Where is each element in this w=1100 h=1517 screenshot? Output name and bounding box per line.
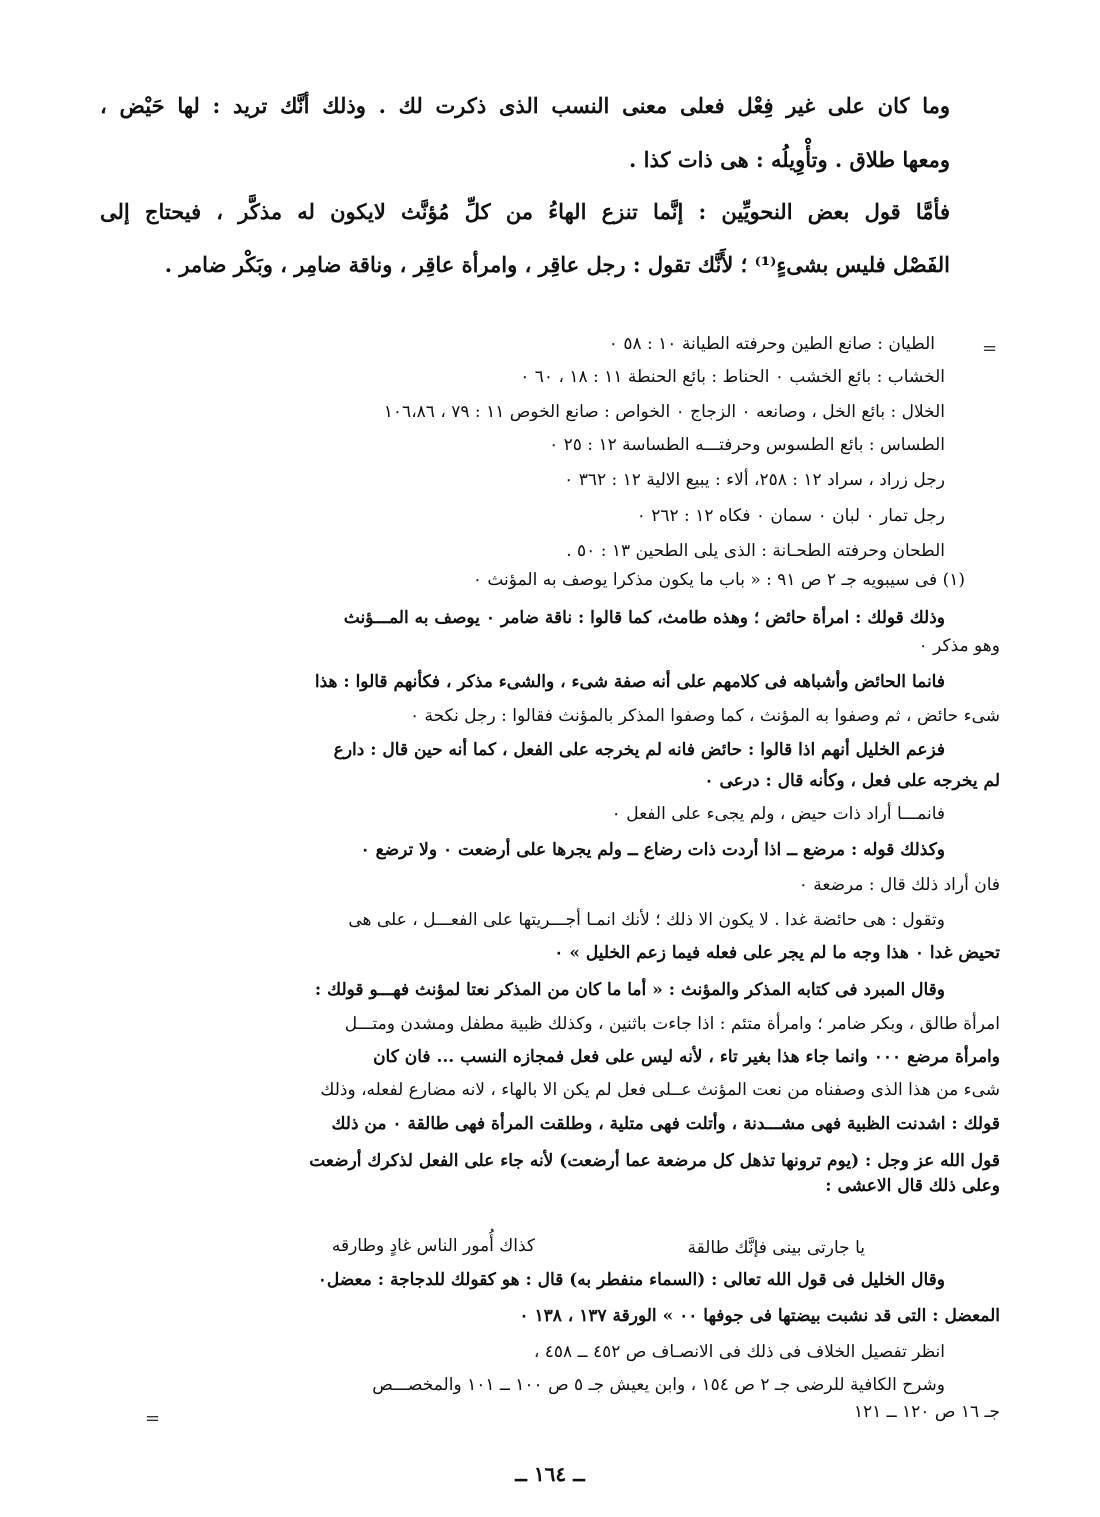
note-line: الطحان وحرفته الطحـانة : الذى يلى الطحين ١٣ : ٥٠ . xyxy=(566,541,945,561)
note-line: وقال المبرد فى كتابه المذكر والمؤنث : « أما ما كان من المذكر نعتا لمؤنث فهـــو قولك : xyxy=(314,980,945,1000)
note-line: انظر تفصيل الخلاف فى ذلك فى الانصـاف ص ٤٥٢ ــ ٤٥٨ ، xyxy=(533,1342,945,1362)
note-line: رجل تمار ٠ لبان ٠ سمان ٠ فكاه ١٢ : ٢٦٢ ٠ xyxy=(636,506,945,526)
note-line: الطيان : صانع الطين وحرفته الطيانة ١٠ : ٥٨ ٠ xyxy=(608,334,935,354)
page-number: ــ ١٦٤ ــ xyxy=(515,1462,585,1486)
footnote-heading: (١) فى سيبويه جـ ٢ ص ٩١ : « باب ما يكون مذكرا يوصف به المؤنث ٠ xyxy=(472,570,965,590)
note-line: وتقول : هى حائضة غدا . لا يكون الا ذلك ؛ لأنك انمـا أجـــريتها على الفعـــل ، على هى xyxy=(348,910,945,930)
note-line: وعلى ذلك قال الاعشى : xyxy=(825,1176,1000,1196)
note-line: قولك : اشدنت الظبية فهى مشـــدنة ، وأتلت فهى متلية ، وطلقت المرأة فهى طالقة ٠ من ذلك xyxy=(331,1114,1000,1134)
note-line: فانما الحائض وأشباهه فى كلامهم على أنه صفة شىء ، والشىء مذكر ، فكأنهم قالوا : هذا xyxy=(314,672,945,692)
note-line: امرأة طالق ، وبكر ضامر ؛ وامرأة متئم : اذا جاءت باثنين ، وكذلك ظبية مطفل ومشدن ومتـــل xyxy=(344,1014,1000,1034)
main-text-line: فأمَّا قول بعض النحويِّين : إنَّما تنزع الهاءُ من كلِّ مُؤنَّث لايكون له مذكَّر ، فيحتاج إلى xyxy=(100,199,950,224)
note-line: الطساس : بائع الطسوس وحرفتـــه الطساسة ١٢ : ٢٥ ٠ xyxy=(549,435,945,455)
note-line: الخلال : بائع الخل ، وصانعه ٠ الزجاج ٠ الخواص : صانع الخوص ١١ : ٧٩ ، ١٠٦،٨٦ xyxy=(383,402,945,422)
note-line: شىء من هذا الذى وصفناه من نعت المؤنث عــلى فعل لم يكن الا بالهاء ، لانه مضارع لفعله، وذلك xyxy=(320,1080,1000,1100)
note-line: وذلك قولك : امرأة حائض ؛ وهذه طامث، كما قالوا : ناقة ضامر ٠ يوصف به المـــؤنث xyxy=(343,608,945,628)
note-line: رجل زراد ، سراد ١٢ : ٢٥٨، ألاء : يبيع الالية ١٢ : ٣٦٢ ٠ xyxy=(564,470,945,490)
note-line: وهو مذكر ٠ xyxy=(918,636,1000,656)
note-line: فزعم الخليل أنهم اذا قالوا : حائض فانه لم يخرجه على الفعل ، كما أنه حين قال : دارع xyxy=(333,740,945,760)
note-line: جـ ١٦ ص ١٢٠ ــ ١٢١ xyxy=(853,1402,1000,1422)
main-text-line: ومعها طلاق . وتأْوِيلُه : هى ذات كذا . xyxy=(629,147,950,172)
main-text-line: الفَصْل فليس بشىءٍ⁽¹⁾ ؛ لأَنَّك تقول : رجل عاقِر ، وامرأة عاقِر ، وناقة ضامِر ، وبَكْر ضامر . xyxy=(164,252,950,277)
note-line: الخشاب : بائع الخشب ٠ الحناط : بائع الحنطة ١١ : ١٨ ، ٦٠ ٠ xyxy=(520,367,945,387)
footnote-marker-top: = xyxy=(982,338,998,359)
note-line: وامرأة مرضع ٠٠٠ وانما جاء هذا بغير تاء ، لأنه ليس على فعل فمجازه النسب ... فان كان xyxy=(373,1047,1000,1067)
note-line: وكذلك قوله : مرضع ــ اذا أردت ذات رضاع ــ ولم يجرها على أرضعت ٠ ولا ترضع ٠ xyxy=(360,840,945,860)
note-line: تحيض غدا ٠ هذا وجه ما لم يجر على فعله فيما زعم الخليل » ٠ xyxy=(554,943,1000,963)
verse-first-half: يا جارتى بينى فإنَّك طالقة xyxy=(687,1238,865,1258)
main-text-line: وما كان على غير فِعْل فعلى معنى النسب الذى ذكرت لك . وذلك أنَّك تريد : لها حَيْض ، xyxy=(100,93,951,118)
note-line: وقال الخليل فى قول الله تعالى : (السماء منفطر به) قال : هو كقولك للدجاجة : معضل٠ xyxy=(317,1270,945,1290)
note-line: قول الله عز وجل : (يوم ترونها تذهل كل مرضعة عما أرضعت) لأنه جاء على الفعل لذكرك أرضعت xyxy=(309,1151,1000,1171)
note-line: لم يخرجه على فعل ، وكأنه قال : درعى ٠ xyxy=(704,771,1000,791)
footnote-marker-bottom: = xyxy=(145,1408,161,1429)
verse-second-half: كذاك أُمور الناس غادٍ وطارقه xyxy=(331,1236,535,1256)
note-line: المعضل : التى قد نشبت بيضتها فى جوفها ٠٠ » الورقة ١٣٧ ، ١٣٨ ٠ xyxy=(519,1306,1000,1326)
note-line: فان أراد ذلك قال : مرضعة ٠ xyxy=(798,875,1000,895)
note-line: شىء حائض ، ثم وصفوا به المؤنث ، كما وصفوا المذكر بالمؤنث فقالوا : رجل نكحة ٠ xyxy=(409,706,1000,726)
note-line: فانمـــا أراد ذات حيض ، ولم يجىء على الفعل ٠ xyxy=(611,804,945,824)
note-line: وشرح الكافية للرضى جـ ٢ ص ١٥٤ ، وابن يعيش جـ ٥ ص ١٠٠ ــ ١٠١ والمخصـــص xyxy=(372,1375,945,1395)
